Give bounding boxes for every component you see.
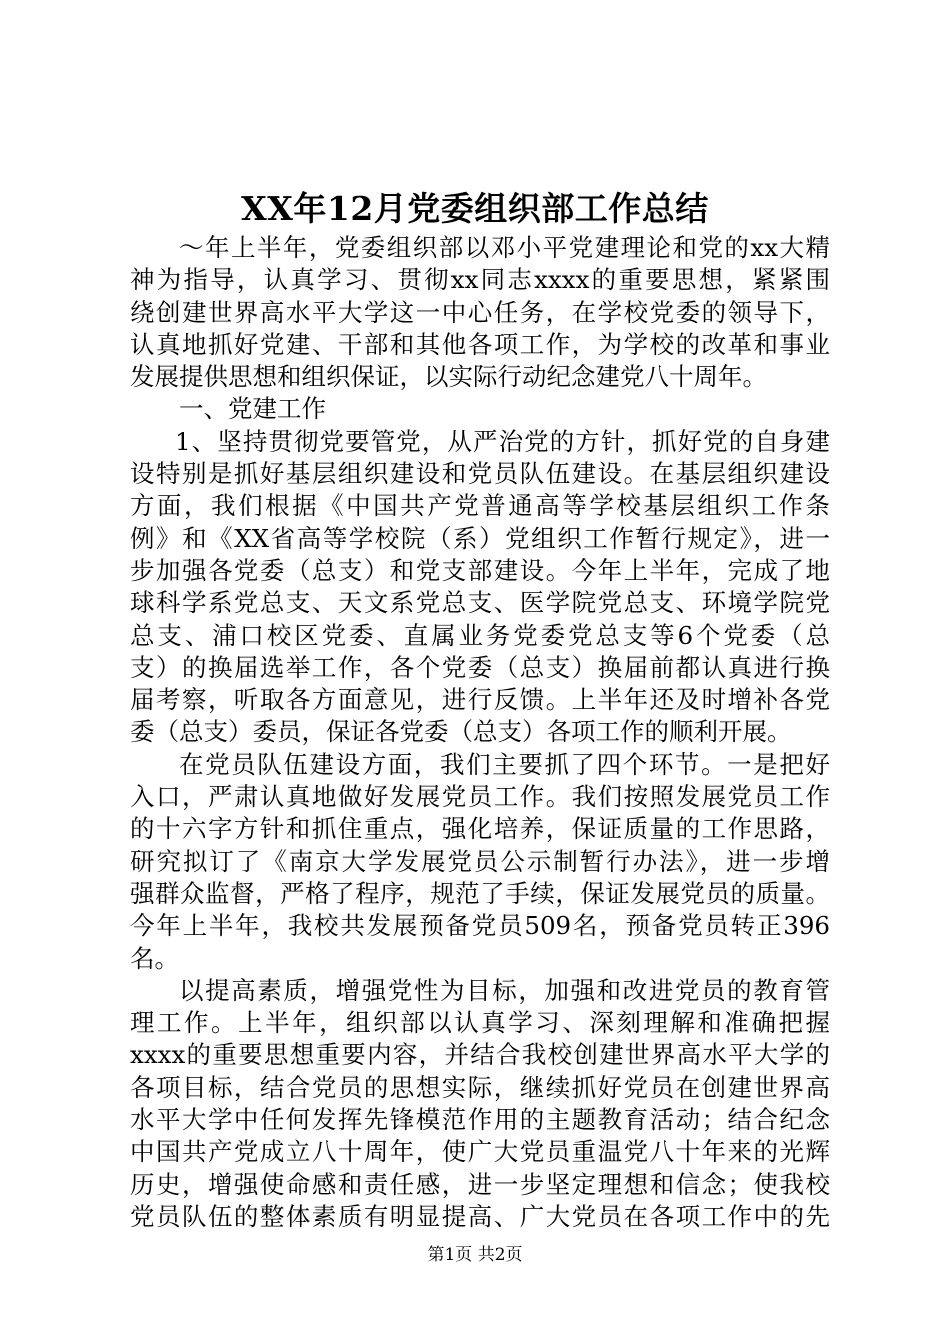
- paragraph-line: 步加强各党委（总支）和党支部建设。今年上半年，完成了地: [130, 555, 830, 585]
- paragraph-line: 设特别是抓好基层组织建设和党员队伍建设。在基层组织建设: [130, 459, 830, 489]
- document-title: XX年12月党委组织部工作总结: [241, 189, 709, 228]
- paragraph-line: 支）的换届选举工作，各个党委（总支）换届前都认真进行换: [130, 652, 830, 682]
- paragraph-line: 历史，增强使命感和责任感，进一步坚定理想和信念；使我校: [130, 1169, 830, 1199]
- paragraph-line: 神为指导，认真学习、贯彻xx同志xxxx的重要思想，紧紧围: [130, 265, 830, 295]
- paragraph-line: 届考察，听取各方面意见，进行反馈。上半年还及时增补各党: [130, 685, 830, 715]
- paragraph-line: 在党员队伍建设方面，我们主要抓了四个环节。一是把好: [179, 749, 830, 779]
- paragraph-line: 1、坚持贯彻党要管党，从严治党的方针，抓好党的自身建: [175, 426, 830, 456]
- paragraph-line: xxxx的重要思想重要内容，并结合我校创建世界高水平大学的: [130, 1040, 830, 1070]
- paragraph-line: 的十六字方针和抓住重点，强化培养，保证质量的工作思路，: [130, 814, 830, 844]
- paragraph-line: 入口，严肃认真地做好发展党员工作。我们按照发展党员工作: [130, 782, 830, 812]
- page-number-footer: 第1页 共2页: [427, 1245, 523, 1265]
- paragraph-line: 党员队伍的整体素质有明显提高、广大党员在各项工作中的先: [130, 1201, 830, 1231]
- paragraph-line: 名。: [130, 943, 179, 973]
- section-heading: 一、党建工作: [179, 394, 326, 424]
- paragraph-line: ～年上半年，党委组织部以邓小平党建理论和党的xx大精: [179, 233, 830, 262]
- paragraph-line: 球科学系党总支、天文系党总支、医学院党总支、环境学院党: [130, 588, 830, 618]
- paragraph-line: 水平大学中任何发挥先锋模范作用的主题教育活动；结合纪念: [130, 1105, 830, 1135]
- paragraph-line: 绕创建世界高水平大学这一中心任务，在学校党委的领导下，: [130, 297, 830, 327]
- paragraph-line: 各项目标，结合党员的思想实际，继续抓好党员在创建世界高: [130, 1072, 830, 1102]
- paragraph-line: 总支、浦口校区党委、直属业务党委党总支等6个党委（总: [130, 620, 830, 650]
- paragraph-line: 方面，我们根据《中国共产党普通高等学校基层组织工作条: [130, 491, 830, 521]
- paragraph-line: 中国共产党成立八十周年，使广大党员重温党八十年来的光辉: [130, 1137, 830, 1167]
- paragraph-line: 今年上半年，我校共发展预备党员509名，预备党员转正396: [130, 911, 830, 941]
- paragraph-line: 理工作。上半年，组织部以认真学习、深刻理解和准确把握: [130, 1008, 830, 1038]
- document-body: [130, 232, 830, 1233]
- paragraph-line: 认真地抓好党建、干部和其他各项工作，为学校的改革和事业: [130, 329, 830, 359]
- paragraph-line: 例》和《XX省高等学校院（系）党组织工作暂行规定》，进一: [130, 523, 830, 553]
- paragraph-line: 发展提供思想和组织保证，以实际行动纪念建党八十周年。: [130, 362, 767, 392]
- paragraph-line: 以提高素质，增强党性为目标，加强和改进党员的教育管: [179, 975, 830, 1005]
- paragraph-line: 研究拟订了《南京大学发展党员公示制暂行办法》，进一步增: [130, 846, 830, 876]
- paragraph-line: 强群众监督，严格了程序，规范了手续，保证发展党员的质量。: [130, 878, 830, 908]
- paragraph-line: 委（总支）委员，保证各党委（总支）各项工作的顺利开展。: [130, 717, 792, 747]
